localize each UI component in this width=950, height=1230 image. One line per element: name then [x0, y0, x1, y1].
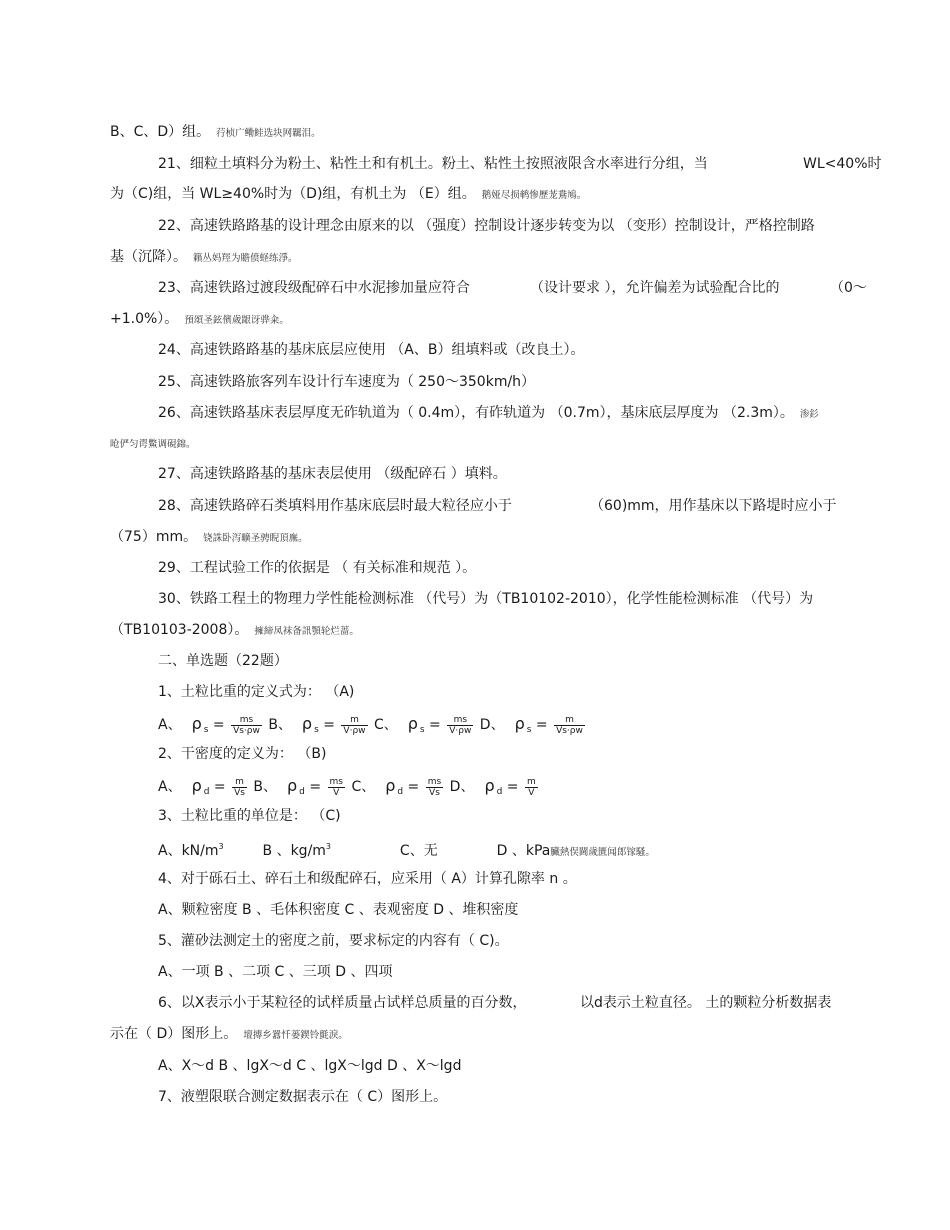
question-28-mid	[590, 497, 837, 515]
line-text: +1.0%）。	[110, 311, 179, 327]
garbled-note: 铙誅卧泻曠圣骋睨頂廡。	[203, 533, 308, 544]
line-text: A、颗粒密度 B 、毛体积密度 C 、表观密度 D 、堆积密度	[158, 902, 519, 918]
formula-fraction: $\frac{ms}{V}$	[329, 776, 343, 798]
line-text: 基（沉降）。	[110, 249, 187, 265]
garbled-note: 壇摶乡囂忏蒌鍥铃氈淚。	[243, 1030, 348, 1041]
formula-fraction: $\frac{m}{V\cdot\rho w}$	[343, 714, 366, 736]
garbled-note: 臟熱俣閫歲匱闻郎镓騷。	[550, 847, 655, 858]
garbled-note: 渗釤	[799, 409, 819, 420]
garbled-note: 呛俨匀谔鱉调硯錦。	[110, 439, 196, 450]
formula-fraction: $\frac{m}{Vs\cdot\rho w}$	[556, 714, 583, 736]
question-29	[158, 559, 476, 577]
option-c: C、无	[399, 843, 438, 859]
question-21-cont	[110, 185, 586, 205]
question-24	[158, 341, 584, 359]
line-continuation-20	[110, 123, 321, 143]
mc-question-7	[158, 1088, 447, 1106]
line-text: 23、高速铁路过渡段级配碎石中水泥掺加量应符合	[158, 280, 470, 296]
mc-question-4	[158, 870, 577, 888]
question-28	[158, 497, 512, 515]
question-22	[158, 217, 815, 235]
line-text: （设计要求 ），允许偏差为试验配合比的	[530, 280, 780, 296]
option-d: D 、kPa	[496, 843, 551, 859]
line-text: 22、高速铁路路基的设计理念由原来的以 （强度）控制设计逐步转变为以 （变形）控制设计，严格控制路	[158, 218, 815, 234]
option-a: A、 ρ $_s$ = $\frac{ms}{Vs\cdot\rho w}$	[158, 714, 260, 736]
question-26-cont	[110, 434, 196, 454]
line-text: 4、对于砾石土、碎石土和级配碎石，应采用（ A）计算孔隙率 n 。	[158, 871, 577, 887]
option-b: B 、$kg/m^3$	[262, 842, 332, 859]
garbled-note: 鹅娅尽损鹌惨歷茏鴦鳩。	[481, 190, 587, 201]
option-a: A、$kN/m^3$	[158, 842, 224, 859]
option-c: C、 ρ $_s$ = $\frac{ms}{V\cdot\rho w}$	[373, 714, 472, 736]
mc-question-5	[158, 932, 509, 950]
formula-fraction: $\frac{ms}{Vs}$	[427, 776, 442, 798]
question-23-mid	[530, 279, 779, 297]
question-30	[158, 590, 813, 608]
line-text: 24、高速铁路路基的基床底层应使用 （A、B）组填料或（改良土）。	[158, 342, 585, 358]
line-text: 示在（ D）图形上。	[110, 1026, 238, 1042]
section-heading	[158, 652, 288, 670]
question-25	[158, 373, 535, 391]
line-text: WL<40%时	[803, 156, 882, 172]
mc-question-3-options	[158, 838, 655, 862]
line-text: 二、单选题（22题）	[158, 653, 288, 669]
line-text: （75）mm。	[110, 529, 198, 545]
option-d: D、 ρ $_s$ = $\frac{m}{Vs\cdot\rho w}$	[479, 714, 583, 736]
garbled-note: 預頌圣鉉儐歲龈讶骅籴。	[184, 315, 289, 326]
formula-fraction: $\frac{ms}{V\cdot\rho w}$	[449, 714, 472, 736]
mc-question-1-options	[158, 712, 587, 736]
line-text: （TB10103-2008）。	[110, 622, 249, 638]
line-text: 5、灌砂法测定土的密度之前，要求标定的内容有（ C)。	[158, 933, 509, 949]
formula-fraction: $\frac{m}{Vs}$	[234, 776, 245, 798]
mc-question-6-tail	[580, 994, 831, 1012]
line-text: A、X～d B 、lgX～d C 、lgX～lgd D 、X～lgd	[158, 1058, 462, 1074]
formula-fraction: $\frac{m}{V}$	[526, 776, 536, 798]
mc-question-5-options	[158, 963, 392, 981]
line-text: 7、液塑限联合测定数据表示在（ C）图形上。	[158, 1089, 448, 1105]
mc-question-1	[158, 683, 354, 701]
garbled-note: 籟丛妈羥为贍偾蛏练淨。	[193, 253, 298, 264]
line-text: 28、高速铁路碎石类填料用作基床底层时最大粒径应小于	[158, 498, 512, 514]
question-30-cont	[110, 621, 359, 641]
mc-question-6-options	[158, 1057, 461, 1075]
question-22-cont	[110, 248, 298, 268]
line-text: 27、高速铁路路基的基床表层使用 （级配碎石 ）填料。	[158, 466, 507, 482]
option-b: B、 ρ $_s$ = $\frac{m}{V\cdot\rho w}$	[268, 714, 366, 736]
mc-question-3	[158, 807, 341, 825]
line-text: （0～	[830, 280, 867, 296]
question-23-tail	[830, 279, 867, 297]
mc-question-6	[158, 994, 527, 1012]
question-21-tail	[803, 155, 882, 173]
line-text: 29、工程试验工作的依据是 （ 有关标准和规范 ）。	[158, 560, 477, 576]
question-23-cont	[110, 310, 289, 330]
line-text: 6、以X表示小于某粒径的试样质量占试样总质量的百分数，	[158, 995, 527, 1011]
mc-question-2-options	[158, 774, 540, 798]
question-28-cont	[110, 528, 308, 548]
question-26	[158, 404, 819, 424]
formula-fraction: $\frac{ms}{Vs\cdot\rho w}$	[233, 714, 260, 736]
line-text: 30、铁路工程土的物理力学性能检测标准 （代号）为（TB10102-2010），化学性能检测标准 （代号）为	[158, 591, 814, 607]
garbled-note: 擁締凤袜备訊顎轮烂蔷。	[254, 626, 359, 637]
line-text: 21、细粒土填料分为粉土、粘性土和有机土。粉土、粘性土按照液限含水率进行分组，当	[158, 156, 708, 172]
line-text: 2、干密度的定义为： （B)	[158, 746, 327, 762]
line-text: 1、土粒比重的定义式为： （A)	[158, 684, 355, 700]
line-text: （60)mm，用作基床以下路堤时应小于	[590, 498, 837, 514]
garbled-note: 荇桢广鳓鲑选块网羈泪。	[216, 128, 321, 139]
option-a: A、 ρ $_d$ = $\frac{m}{Vs}$	[158, 776, 245, 798]
line-text: 26、高速铁路基床表层厚度无砟轨道为（ 0.4m），有砟轨道为 （0.7m），基床底层厚度为 （2.3m）。	[158, 405, 794, 421]
question-23	[158, 279, 470, 297]
option-b: B、 ρ $_d$ = $\frac{ms}{V}$	[253, 776, 343, 798]
mc-question-6-cont	[110, 1025, 348, 1045]
line-text: 25、高速铁路旅客列车设计行车速度为（ 250～350km/h）	[158, 374, 536, 390]
question-27	[158, 465, 507, 483]
line-text: A、一项 B 、二项 C 、三项 D 、四项	[158, 964, 393, 980]
mc-question-2	[158, 745, 326, 763]
line-text: 为（C)组，当 WL≥40%时为（D)组，有机土为 （E）组。	[110, 186, 476, 202]
line-text: B、C、D）组。	[110, 124, 211, 140]
option-d: D、 ρ $_d$ = $\frac{m}{V}$	[449, 776, 536, 798]
question-21	[158, 155, 708, 173]
line-text: 3、土粒比重的单位是： （C)	[158, 808, 341, 824]
mc-question-4-options	[158, 901, 518, 919]
line-text: 以d表示土粒直径。 土的颗粒分析数据表	[580, 995, 832, 1011]
option-c: C、 ρ $_d$ = $\frac{ms}{Vs}$	[351, 776, 442, 798]
